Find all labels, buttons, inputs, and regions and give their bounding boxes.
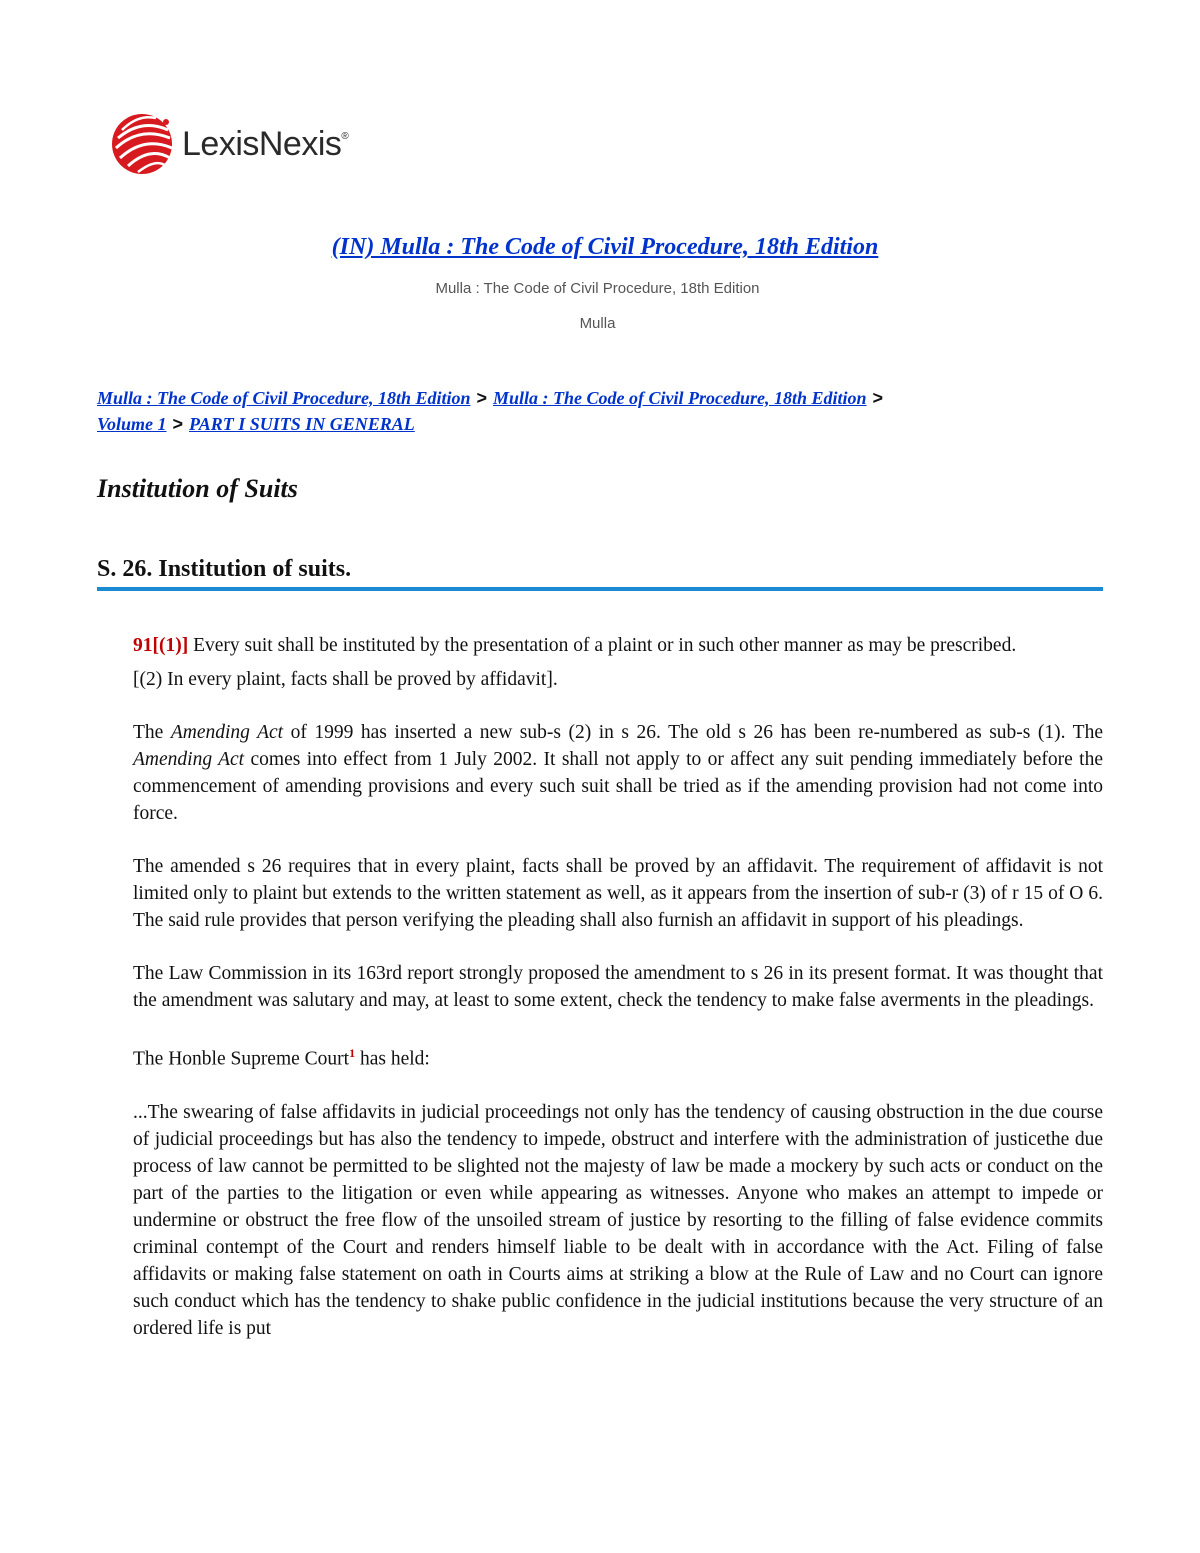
text-run: The — [133, 722, 171, 743]
footnote-link[interactable]: 1 — [349, 1046, 356, 1060]
registered-mark: ® — [341, 130, 349, 142]
lexisnexis-globe-icon — [108, 108, 176, 176]
section-title: S. 26. Institution of suits. — [97, 556, 352, 582]
text-run: The Honble Supreme Court — [133, 1048, 350, 1070]
breadcrumb-item-volume[interactable]: Volume 1 — [97, 414, 167, 434]
italic-text: Amending Act — [133, 749, 245, 770]
breadcrumb-separator: > — [872, 388, 884, 408]
logo-wordmark — [182, 125, 348, 164]
italic-text: Amending Act — [170, 722, 284, 743]
paragraph-supreme-court — [133, 1040, 1103, 1073]
breadcrumb-separator: > — [476, 388, 488, 408]
breadcrumb-item-part[interactable]: PART I SUITS IN GENERAL — [189, 414, 415, 434]
text-run: of 1999 has inserted a new sub-s (2) in s 26. The old s 26 has been re-numbered as sub-s (1). The — [283, 722, 1103, 743]
subsection-1 — [133, 632, 1103, 659]
amendment-marker[interactable]: 91[(1)] — [133, 635, 189, 656]
subsection-text: Every suit shall be instituted by the presentation of a plaint or in such other manner as may be prescribed. — [188, 635, 1017, 656]
quoted-judgment: ...The swearing of false affidavits in judicial proceedings not only has the tendency of causing obstruction in the due course of judicial proceedings but has also the tendency to impede, obstruct and interfere with the administration of justicethe due process of law cannot be permitted to be slighted not the majesty of law be made a mockery by such acts or conduct on the part of the parties to the litigation or even while appearing as witnesses. Anyone who makes an attempt to impede or undermine or obstruct the free flow of the unsoiled stream of justice by resorting to the filling of false evidence commits criminal contempt of the Court and renders himself liable to be dealt with in accordance with the Act. Filing of false affidavits or making false statement on oath in Courts aims at striking a blow at the Rule of Law and no Court can ignore such conduct which has the tendency to shake public confidence in the judicial institutions because the very structure of an ordered life is put — [133, 1101, 1103, 1339]
breadcrumb — [97, 385, 1107, 437]
breadcrumb-item-book[interactable]: Mulla : The Code of Civil Procedure, 18th Edition — [97, 388, 471, 408]
logo-brand-text: LexisNexis — [182, 124, 342, 163]
breadcrumb-item-edition[interactable]: Mulla : The Code of Civil Procedure, 18th Edition — [493, 388, 867, 408]
paragraph-law-commission: The Law Commission in its 163rd report strongly proposed the amendment to s 26 in its present format. It was thought that the amendment was salutary and may, at least to some extent, check the tendency to make false averments in the pleadings. — [133, 963, 1103, 1011]
subsection-2 — [133, 666, 1103, 693]
document-subtitle: Mulla : The Code of Civil Procedure, 18th Edition — [435, 280, 760, 297]
document-body — [133, 632, 1103, 1342]
text-run: comes into effect from 1 July 2002. It shall not apply to or affect any suit pending immediately before the commencement of amending provisions and every such suit shall be tried as if the amending provision had not come into force. — [133, 749, 1103, 824]
paragraph-amending-act — [133, 719, 1103, 827]
breadcrumb-separator: > — [172, 414, 184, 434]
text-run: has held: — [355, 1048, 430, 1070]
paragraph-amended-s26: The amended s 26 requires that in every plaint, facts shall be proved by an affidavit. The requirement of affidavit is not limited only to plaint but extends to the written statement as well, as it appears from the insertion of sub-r (3) of r 15 of O 6. The said rule provides that person verifying the pleading shall also furnish an affidavit in support of his pleadings. — [133, 856, 1103, 931]
document-title[interactable]: (IN) Mulla : The Code of Civil Procedure, 18th Edition — [331, 234, 879, 260]
chapter-heading: Institution of Suits — [97, 474, 298, 503]
lexisnexis-logo — [108, 108, 348, 176]
document-author: Mulla — [579, 315, 616, 332]
subsection-text: In every plaint, facts shall be proved by affidavit]. — [162, 669, 558, 690]
section-divider — [97, 587, 1103, 591]
subsection-marker: [(2) — [133, 669, 163, 690]
